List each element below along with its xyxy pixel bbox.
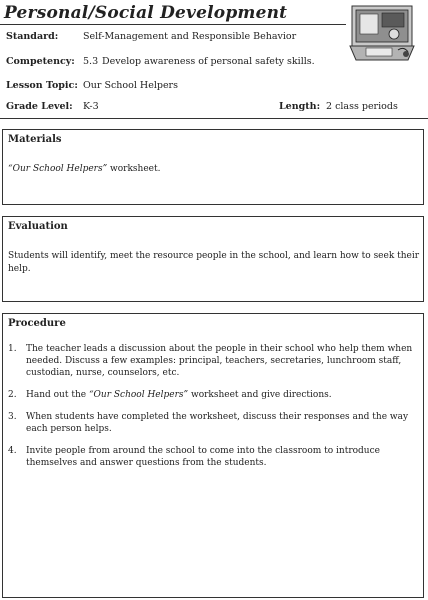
procedure-steps: [8, 343, 420, 479]
materials-item-rest: worksheet.: [107, 164, 161, 174]
lesson-topic-value: Our School Helpers: [83, 80, 178, 91]
school-supplies-icon: [346, 0, 418, 64]
step-text: Invite people from around the school to come into the classroom to introduce themselves and answer questions from the students.: [26, 446, 380, 468]
procedure-step: [8, 411, 420, 435]
step-text: When students have completed the worksheet, discuss their responses and the way each person helps.: [26, 412, 409, 434]
lesson-topic-label: Lesson Topic:: [6, 80, 78, 91]
procedure-title: Procedure: [8, 318, 66, 329]
worksheet-title: “Our School Helpers”: [88, 390, 189, 400]
page-title: Personal/Social Development: [4, 3, 288, 23]
competency-number: 5.3: [83, 56, 99, 67]
worksheet-title: “Our School Helpers”: [8, 164, 108, 174]
step-text-post: worksheet and give directions.: [188, 390, 332, 400]
standard-value: Self-Management and Responsible Behavior: [83, 31, 297, 42]
header-divider: [0, 118, 428, 119]
step-text-pre: Hand out the: [26, 390, 89, 400]
title-divider: [0, 24, 346, 25]
procedure-step: [8, 389, 420, 401]
lesson-header: [0, 0, 428, 120]
procedure-step: [8, 445, 420, 469]
evaluation-title: Evaluation: [8, 221, 68, 232]
length-value: 2 class periods: [326, 101, 398, 112]
grade-level-label: Grade Level:: [6, 101, 73, 112]
step-number: 1.: [8, 344, 17, 354]
materials-item: [8, 163, 160, 176]
standard-label: Standard:: [6, 31, 59, 42]
length-label: Length:: [279, 101, 321, 112]
evaluation-section: [2, 216, 424, 302]
procedure-step: [8, 343, 420, 379]
step-text: The teacher leads a discussion about the people in their school who help them when needed. Discuss a few examples: principal, teachers, secretaries, lunchroom staff, custodian, nurse, counselors, etc.: [26, 344, 413, 378]
step-number: 3.: [8, 412, 17, 422]
step-number: 4.: [8, 446, 17, 456]
step-number: 2.: [8, 390, 17, 400]
materials-title: Materials: [8, 134, 62, 145]
grade-level-value: K-3: [83, 101, 99, 112]
evaluation-text: Students will identify, meet the resource people in the school, and learn how to seek their help.: [8, 251, 420, 274]
competency-label: Competency:: [6, 56, 75, 67]
competency-value: Develop awareness of personal safety skills.: [102, 56, 315, 67]
procedure-section: [2, 313, 424, 598]
materials-section: [2, 129, 424, 205]
